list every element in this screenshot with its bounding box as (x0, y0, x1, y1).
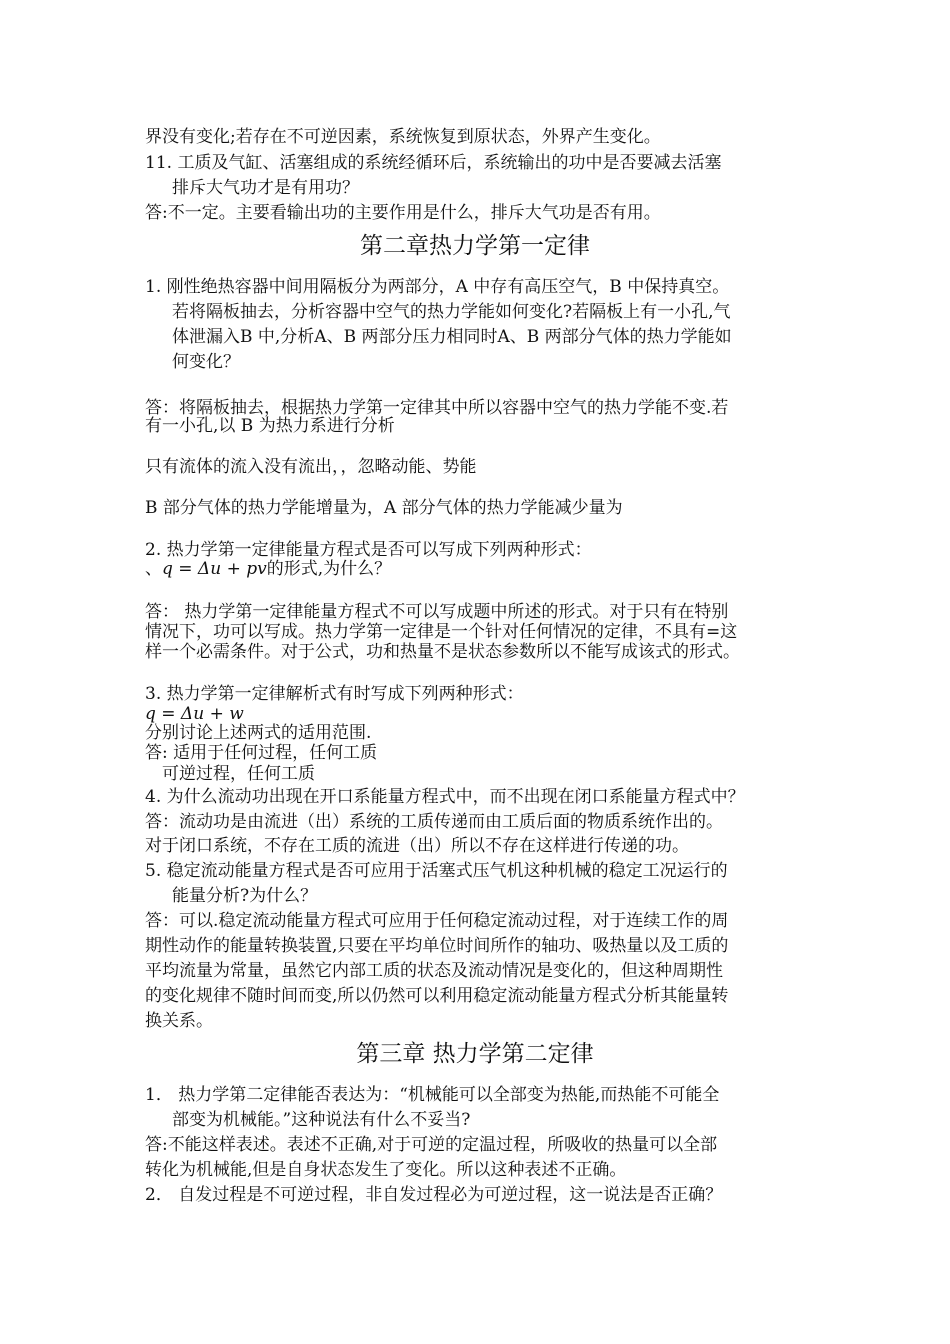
text-line: 答:不一定。主要看输出功的主要作用是什么，排斥大气功是否有用。 (145, 203, 661, 223)
question-line: 1． 热力学第二定律能否表达为：“机械能可以全部变为热能,而热能不可能全 (145, 1085, 720, 1105)
question-line: 部变为机械能。”这种说法有什么不妥当? (172, 1110, 471, 1130)
formula-line (145, 559, 391, 579)
answer-line: 情况下，功可以写成。热力学第一定律是一个针对任何情况的定律，不具有=这 (145, 622, 738, 642)
answer-line: 有一小孔,以 B 为热力系进行分析 (145, 416, 395, 436)
answer-line: 转化为机械能,但是自身状态发生了变化。所以这种表述不正确。 (145, 1160, 627, 1180)
text-line: 11. 工质及气缸、活塞组成的系统经循环后，系统输出的功中是否要减去活塞 (145, 153, 722, 173)
answer-line: 只有流体的流入没有流出，，忽略动能、势能 (145, 457, 477, 477)
chapter-2-heading: 第二章热力学第一定律 (360, 233, 590, 259)
question-line: 体泄漏入B 中,分析A、B 两部分压力相同时A、B 两部分气体的热力学能如 (172, 327, 732, 347)
answer-line: 的变化规律不随时间而变,所以仍然可以利用稳定流动能量方程式分析其能量转 (145, 986, 729, 1006)
question-line: 5. 稳定流动能量方程式是否可应用于活塞式压气机这种机械的稳定工况运行的 (145, 861, 728, 881)
text-line: 分别讨论上述两式的适用范围. (145, 723, 372, 743)
answer-line: 对于闭口系统，不存在工质的流进（出）所以不存在这样进行传递的功。 (145, 836, 689, 856)
question-line: 2. 热力学第一定律能量方程式是否可以写成下列两种形式： (145, 540, 592, 560)
question-line: 能量分析?为什么？ (172, 886, 318, 906)
answer-line: 答:不能这样表述。表述不正确,对于可逆的定温过程，所吸收的热量可以全部 (145, 1135, 718, 1155)
text-line: 排斥大气功才是有用功？ (172, 178, 359, 198)
answer-line: 答：可以.稳定流动能量方程式可应用于任何稳定流动过程，对于连续工作的周 (145, 911, 729, 931)
question-line: 2． 自发过程是不可逆过程，非自发过程必为可逆过程，这一说法是否正确？ (145, 1185, 723, 1205)
formula: q = Δu + w (145, 704, 244, 724)
answer-line: 样一个必需条件。对于公式，功和热量不是状态参数所以不能写成该式的形式。 (145, 642, 740, 662)
question-line: 4. 为什么流动功出现在开口系能量方程式中，而不出现在闭口系能量方程式中？ (145, 787, 745, 807)
question-line: 何变化？ (172, 352, 240, 372)
question-line: 若将隔板抽去，分析容器中空气的热力学能如何变化?若隔板上有一小孔,气 (172, 302, 731, 322)
question-line: 3. 热力学第一定律解析式有时写成下列两种形式： (145, 684, 524, 704)
answer-line: 可逆过程，任何工质 (162, 764, 315, 784)
answer-line: B 部分气体的热力学能增量为，A 部分气体的热力学能减少量为 (145, 498, 623, 518)
chapter-3-heading: 第三章 热力学第二定律 (356, 1041, 594, 1067)
answer-line: 答： 热力学第一定律能量方程式不可以写成题中所述的形式。对于只有在特别 (145, 602, 729, 622)
answer-line: 答: 适用于任何过程，任何工质 (145, 743, 378, 763)
question-line: 1. 刚性绝热容器中间用隔板分为两部分，A 中存有高压空气，B 中保持真空。 (145, 277, 730, 297)
formula: q = Δu + pv (162, 559, 267, 579)
answer-line: 平均流量为常量，虽然它内部工质的状态及流动情况是变化的，但这种周期性 (145, 961, 723, 981)
formula-prefix: 、 (145, 559, 162, 579)
formula-suffix: 的形式,为什么？ (266, 559, 392, 579)
answer-line: 答：流动功是由流进（出）系统的工质传递而由工质后面的物质系统作出的。 (145, 812, 723, 832)
text-line: 界没有变化;若存在不可逆因素，系统恢复到原状态，外界产生变化。 (145, 127, 661, 147)
answer-line: 期性动作的能量转换装置,只要在平均单位时间所作的轴功、吸热量以及工质的 (145, 936, 729, 956)
answer-line: 换关系。 (145, 1011, 213, 1031)
answer-line: 答：将隔板抽去，根据热力学第一定律其中所以容器中空气的热力学能不变.若 (145, 398, 729, 418)
